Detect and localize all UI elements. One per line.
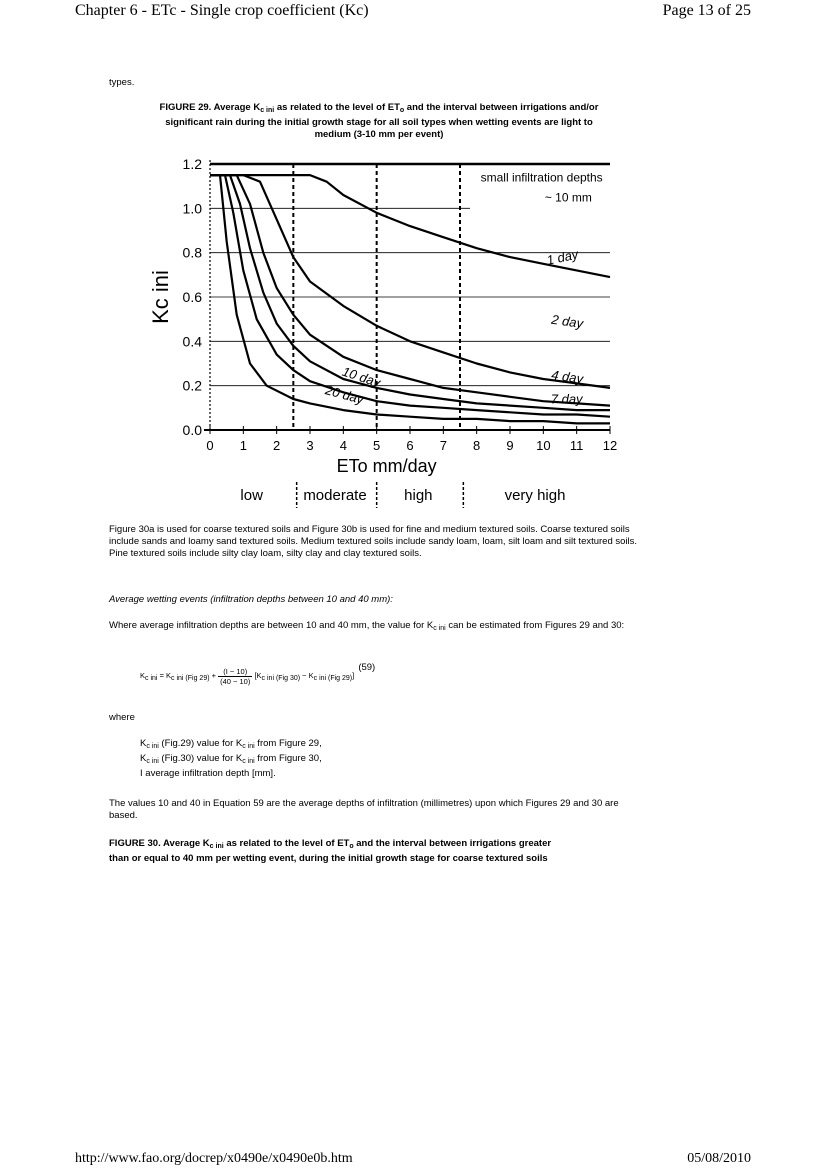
caption-text: as related to the level of ET xyxy=(274,102,400,113)
def-symbol: I xyxy=(140,768,143,779)
eq-numerator: (I − 10) xyxy=(218,667,252,677)
y-tick-label: 0.4 xyxy=(182,333,202,350)
y-tick-label: 0.8 xyxy=(182,244,202,261)
figure30-caption xyxy=(109,838,649,865)
caption-subscript: c ini xyxy=(209,843,224,850)
def-text: (Fig.29) value for K xyxy=(158,738,243,749)
caption-text: significant rain during the initial growth stage for all soil types when wetting events are light to xyxy=(165,117,593,128)
x-tick-label: 12 xyxy=(602,438,618,453)
footer-date: 05/08/2010 xyxy=(687,1151,751,1166)
annotation-text: ~ 10 mm xyxy=(544,190,592,205)
def-subscript: c ini xyxy=(242,758,255,765)
footer-url[interactable]: http://www.fao.org/docrep/x0490e/x0490e0b.htm xyxy=(75,1151,353,1166)
x-tick-label: 6 xyxy=(406,438,414,453)
eq-subscript: c ini (Fig 29) xyxy=(171,675,210,682)
definitions-list xyxy=(140,738,322,780)
x-tick-label: 8 xyxy=(473,438,481,453)
x-tick-label: 1 xyxy=(239,438,247,453)
paragraph-infiltration-intro xyxy=(109,620,649,635)
x-tick-label: 11 xyxy=(569,438,584,453)
definition-item xyxy=(140,738,322,753)
caption-text: FIGURE 30. Average K xyxy=(109,838,210,849)
def-subscript: c ini xyxy=(146,743,159,750)
caption-text: medium (3-10 mm per event) xyxy=(314,129,444,140)
eq-number: (59) xyxy=(358,662,376,673)
def-symbol: K xyxy=(140,738,147,749)
figure29-caption xyxy=(109,102,649,141)
def-text: average infiltration depth [mm]. xyxy=(142,768,276,779)
paragraph-equation-values: The values 10 and 40 in Equation 59 are the average depths of infiltration (millimetres) upon which Figures 29 and 30 are based. xyxy=(109,798,619,821)
x-tick-label: 3 xyxy=(306,438,314,453)
y-axis-label: Kc ini xyxy=(148,270,173,324)
x-tick-label: 9 xyxy=(506,438,514,453)
curve-label: 7 day xyxy=(550,391,583,407)
paragraph-text: Where average infiltration depths are between 10 and 40 mm, the value for K xyxy=(109,620,434,631)
x-tick-label: 5 xyxy=(373,438,381,453)
eq-denominator: (40 − 10) xyxy=(220,676,251,686)
paragraph-soil-textures: Figure 30a is used for coarse textured soils and Figure 30b is used for fine and medium textured soils. Coarse textured soils include sands and loamy sand textured soils. Medium textured soils include sandy loam, loam, silt loam and silt textured soils. Pine textured soils include silty clay loam, silty clay and clay textured soils. xyxy=(109,524,638,559)
eq-symbol: − K xyxy=(302,671,314,680)
caption-subscript: c ini xyxy=(260,107,275,114)
eq-symbol: ] xyxy=(352,671,355,680)
eq-symbol: + xyxy=(211,671,217,680)
x-tick-label: 2 xyxy=(273,438,281,453)
eq-fraction xyxy=(218,667,252,686)
x-tick-label: 10 xyxy=(536,438,551,453)
caption-subscript: o xyxy=(399,107,405,114)
paragraph-subscript: c ini xyxy=(433,625,446,632)
caption-text: than or equal to 40 mm per wetting event, during the initial growth stage for coarse textured soils xyxy=(109,853,548,864)
x-axis-label: ETo mm/day xyxy=(336,456,437,476)
def-subscript: c ini xyxy=(146,758,159,765)
curve-label: 1 day xyxy=(545,246,580,268)
def-symbol: K xyxy=(140,753,147,764)
category-label: moderate xyxy=(303,487,367,504)
paragraph-text: can be estimated from Figures 29 and 30: xyxy=(445,620,625,631)
y-tick-label: 0.0 xyxy=(182,422,202,438)
intro-fragment: types. xyxy=(109,77,135,88)
curve-label: 4 day xyxy=(550,367,585,387)
caption-text: as related to the level of ET xyxy=(223,838,350,849)
x-tick-label: 4 xyxy=(339,438,347,453)
x-tick-label: 0 xyxy=(206,438,214,453)
paragraph-average-wetting-events: Average wetting events (infiltration depths between 10 and 40 mm): xyxy=(109,594,393,605)
eq-subscript: c ini (Fig 30) xyxy=(261,675,301,682)
annotation-text: small infiltration depths xyxy=(480,170,603,185)
curve-label: 10 day xyxy=(340,363,383,391)
definition-item xyxy=(140,768,322,780)
y-tick-label: 0.2 xyxy=(182,377,202,394)
category-label: high xyxy=(404,487,433,504)
def-text: from Figure 30, xyxy=(254,753,322,764)
caption-text: and the interval between irrigations and/or xyxy=(404,102,599,113)
header-page-number: Page 13 of 25 xyxy=(662,2,751,19)
category-label: low xyxy=(240,487,263,504)
caption-subscript: o xyxy=(349,843,354,850)
definition-item xyxy=(140,753,322,768)
def-subscript: c ini xyxy=(242,743,255,750)
def-text: from Figure 29, xyxy=(254,738,322,749)
figure29-chart xyxy=(140,150,630,510)
category-label: very high xyxy=(504,487,566,504)
y-tick-label: 1.2 xyxy=(182,156,202,172)
eq-subscript: c ini xyxy=(145,675,158,682)
eq-subscript: c ini (Fig 29) xyxy=(313,675,353,682)
eq-symbol: K xyxy=(140,671,146,680)
eq-symbol: = K xyxy=(159,671,172,680)
def-text: (Fig.30) value for K xyxy=(158,753,243,764)
caption-text: and the interval between irrigations greater xyxy=(353,838,552,849)
caption-text: FIGURE 29. Average K xyxy=(159,102,261,113)
curve-label: 2 day xyxy=(550,311,585,332)
curve-label: 20 day xyxy=(323,382,366,407)
x-tick-label: 7 xyxy=(439,438,447,453)
header-chapter-title: Chapter 6 - ETc - Single crop coefficient (Kc) xyxy=(75,2,369,19)
y-tick-label: 0.6 xyxy=(182,289,202,305)
equation-59 xyxy=(140,662,375,686)
eq-symbol: [K xyxy=(254,671,262,680)
y-tick-label: 1.0 xyxy=(182,200,202,217)
where-label: where xyxy=(109,712,135,723)
